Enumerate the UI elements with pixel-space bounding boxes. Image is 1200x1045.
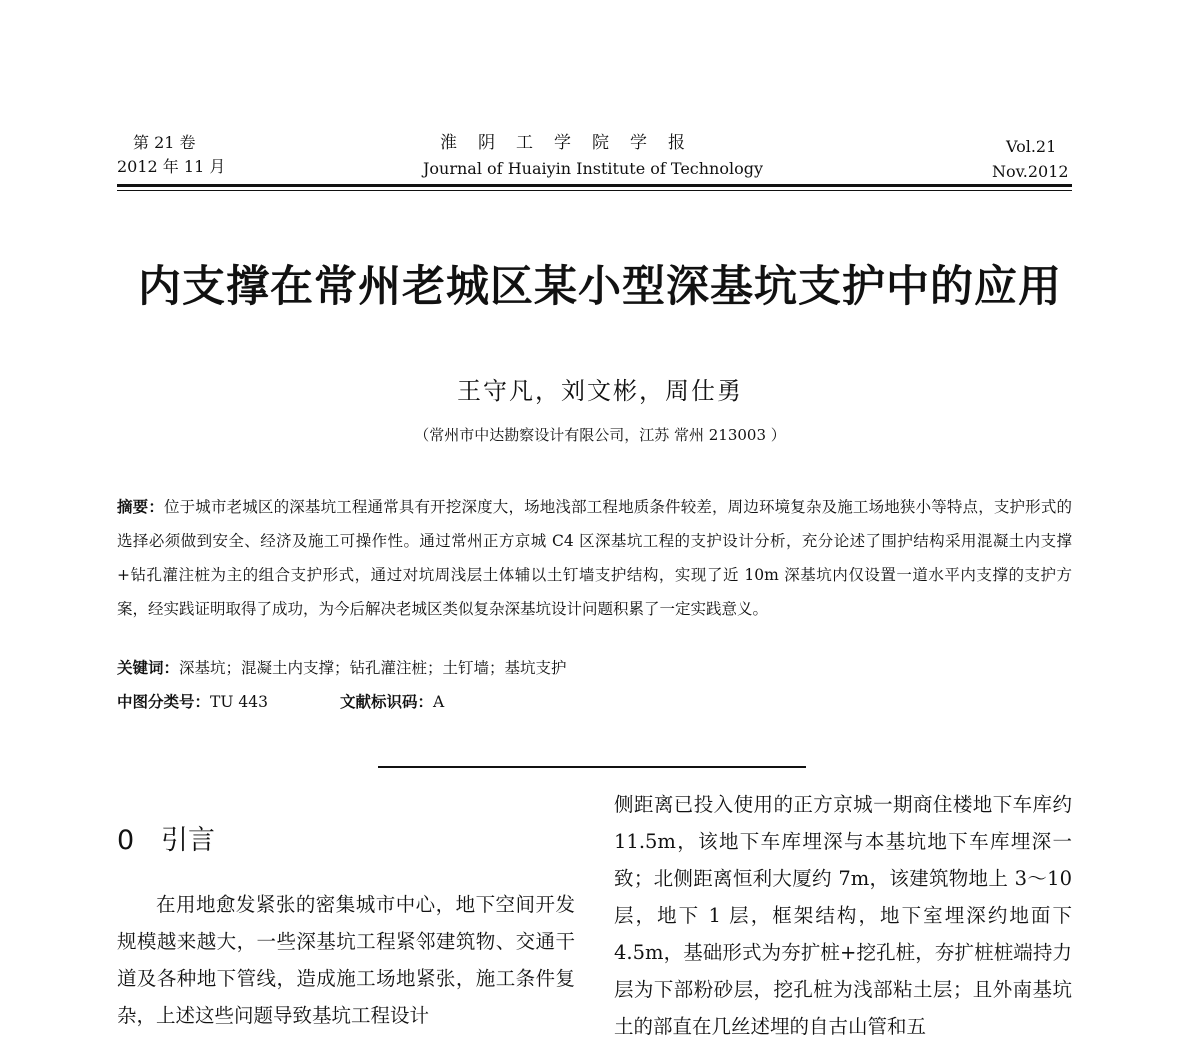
doc-code-value: A: [432, 693, 445, 711]
header-rule-thick: [117, 184, 1072, 187]
keywords: [117, 656, 567, 678]
volume-en: Vol.21: [1006, 137, 1057, 156]
abstract-label: 摘要：: [117, 498, 164, 516]
keywords-text: 深基坑；混凝土内支撑；钻孔灌注桩；土钉墙；基坑支护: [179, 659, 567, 677]
journal-title-en: Journal of Huaiyin Institute of Technology: [423, 159, 764, 178]
paper-title: 内支撑在常州老城区某小型深基坑支护中的应用: [138, 262, 1062, 312]
clc-label: 中图分类号：: [117, 693, 211, 711]
author-list: 王守凡，刘文彬，周仕勇: [457, 377, 743, 405]
section-number: 0: [117, 825, 135, 856]
section-heading: [117, 818, 215, 857]
abstract: [117, 490, 1072, 626]
doc-code-label: 文献标识码：: [339, 693, 433, 711]
body-left-column: 在用地愈发紧张的密集城市中心，地下空间开发规模越来越大，一些深基坑工程紧邻建筑物、交通干道及各种地下管线，造成施工场地紧张，施工条件复杂，上述这些问题导致基坑工程设计: [117, 893, 575, 1027]
volume-cn: 第 21 卷: [133, 133, 196, 152]
keywords-label: 关键词：: [117, 659, 180, 677]
header-rule-thin: [117, 190, 1072, 191]
section-separator: [378, 766, 806, 768]
affiliation: （常州市中达勘察设计有限公司，江苏 常州 213003 ）: [414, 426, 786, 444]
abstract-text: 位于城市老城区的深基坑工程通常具有开挖深度大，场地浅部工程地质条件较差，周边环境复杂及施工场地狭小等特点，支护形式的选择必须做到安全、经济及施工可操作性。通过常州正方京城 C4 区深基坑工程的支护设计分析，充分论述了围护结构采用混凝土内支撑+钻孔灌注桩为主的组合支护形式，通过对坑周浅层土体辅以土钉墙支护结构，实现了近 10m 深基坑内仅设置一道水平内支撑的支护方案，经实践证明取得了成功，为今后解决老城区类似复杂深基坑设计问题积累了一定实践意义。: [117, 498, 1072, 618]
clc-value: TU 443: [210, 693, 268, 711]
body-right-column: 侧距离已投入使用的正方京城一期商住楼地下车库约 11.5m，该地下车库埋深与本基坑地下车库埋深一致；北侧距离恒利大厦约 7m，该建筑物地上 3～10 层，地下 1 层，框架结构，地下室埋深约地面下 4.5m，基础形式为夯扩桩+挖孔桩，夯扩桩桩端持力层为下部粉砂层，挖孔桩为浅部粘土层；且外南基坑土的部直在几丝述埋的自古山管和五: [614, 793, 1072, 1038]
date-en: Nov.2012: [992, 162, 1069, 181]
classification: [117, 690, 444, 712]
date-cn: 2012 年 11 月: [117, 157, 226, 176]
journal-title-cn: 淮阴工学院学报: [440, 133, 706, 153]
section-title: 引言: [161, 825, 215, 856]
